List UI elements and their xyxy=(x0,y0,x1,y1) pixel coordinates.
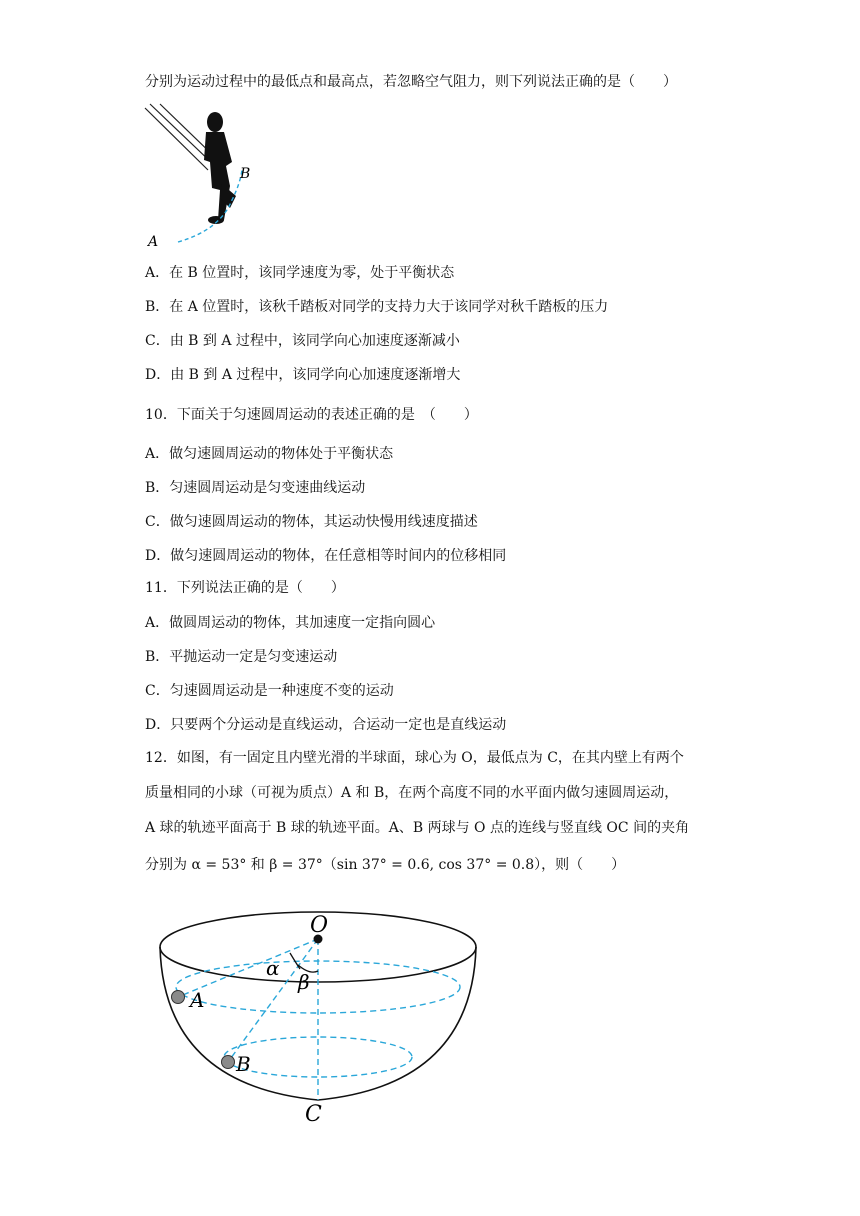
q11-option-d: D．只要两个分运动是直线运动，合运动一定也是直线运动 xyxy=(145,717,507,733)
swing-path-arc xyxy=(178,170,242,242)
ball-a xyxy=(172,991,185,1004)
label-beta: β xyxy=(298,970,310,994)
q12-stem-line-4: 分别为 α = 53° 和 β = 37°（sin 37° = 0.6, cos 37° = 0.8），则（ ） xyxy=(145,857,626,873)
label-a: A xyxy=(148,234,159,250)
q10-option-b: B．匀速圆周运动是匀变速曲线运动 xyxy=(145,480,366,496)
label-a: A xyxy=(190,988,205,1012)
q11-option-b: B．平抛运动一定是匀变速运动 xyxy=(145,649,338,665)
hemisphere-figure xyxy=(150,905,490,1130)
q11-stem: 11．下列说法正确的是（ ） xyxy=(145,580,345,596)
q12-stem-line-3: A 球的轨迹平面高于 B 球的轨迹平面。A、B 两球与 O 点的连线与竖直线 OC 间的夹角 xyxy=(145,820,690,836)
ball-b xyxy=(222,1056,235,1069)
swing-figure xyxy=(140,100,270,250)
q11-option-c: C．匀速圆周运动是一种速度不变的运动 xyxy=(145,683,394,699)
q10-option-d: D．做匀速圆周运动的物体，在任意相等时间内的位移相同 xyxy=(145,548,507,564)
q9-stem-tail: 分别为运动过程中的最低点和最高点，若忽略空气阻力，则下列说法正确的是（ ） xyxy=(145,74,677,90)
q10-stem: 10．下面关于匀速圆周运动的表述正确的是 （ ） xyxy=(145,407,478,423)
label-alpha: α xyxy=(266,956,280,980)
q9-option-d: D．由 B 到 A 过程中，该同学向心加速度逐渐增大 xyxy=(145,367,461,383)
orbit-a xyxy=(176,961,460,1013)
label-c: C xyxy=(305,1102,322,1127)
q9-option-c: C．由 B 到 A 过程中，该同学向心加速度逐渐减小 xyxy=(145,333,460,349)
label-b: B xyxy=(236,1052,251,1076)
person-silhouette xyxy=(204,112,236,224)
label-o: O xyxy=(310,913,329,938)
q9-option-a: A．在 B 位置时，该同学速度为零，处于平衡状态 xyxy=(145,265,455,281)
q11-option-a: A．做圆周运动的物体，其加速度一定指向圆心 xyxy=(145,615,436,631)
q9-option-b: B．在 A 位置时，该秋千踏板对同学的支持力大于该同学对秋千踏板的压力 xyxy=(145,299,609,315)
q12-stem-line-1: 12．如图，有一固定且内壁光滑的半球面，球心为 O，最低点为 C，在其内壁上有两个 xyxy=(145,750,684,766)
q10-option-a: A．做匀速圆周运动的物体处于平衡状态 xyxy=(145,446,394,462)
q12-stem-line-2: 质量相同的小球（可视为质点）A 和 B，在两个高度不同的水平面内做匀速圆周运动， xyxy=(145,785,679,801)
q10-option-c: C．做匀速圆周运动的物体，其运动快慢用线速度描述 xyxy=(145,514,478,530)
label-b: B xyxy=(240,166,251,182)
